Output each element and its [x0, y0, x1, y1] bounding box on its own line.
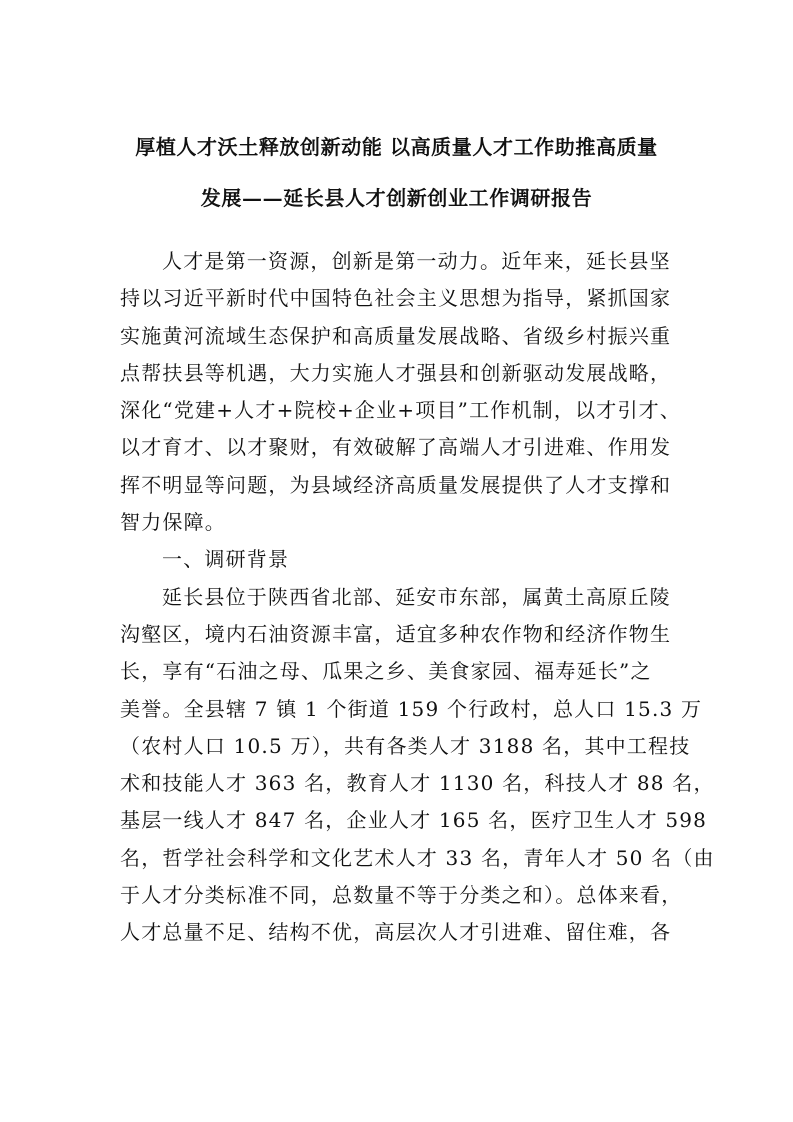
- background-line: 基层一线人才 847 名，企业人才 165 名，医疗卫生人才 598: [120, 808, 708, 833]
- intro-line: 智力保障。: [120, 510, 226, 535]
- background-line: （农村人口 10.5 万），共有各类人才 3188 名，其中工程技: [120, 733, 691, 758]
- report-body: [120, 243, 715, 952]
- background-line: 长，享有“石油之母、瓜果之乡、美食家园、福寿延长”之: [120, 659, 652, 684]
- section-heading: 一、调研背景: [162, 547, 290, 572]
- background-line: 沟壑区，境内石油资源丰富，适宜多种农作物和经济作物生: [120, 621, 672, 646]
- background-line: 于人才分类标准不同，总数量不等于分类之和）。总体来看，: [120, 883, 683, 908]
- intro-line: 人才是第一资源，创新是第一动力。近年来，延长县坚: [162, 249, 671, 273]
- report-title-line-2: 发展——延长县人才创新创业工作调研报告: [200, 186, 593, 210]
- background-line: 人才总量不足、结构不优，高层次人才引进难、留住难，各: [120, 920, 672, 945]
- intro-line: 深化“党建+人才+院校+企业+项目”工作机制，以才引才、: [120, 398, 682, 423]
- intro-line: 点帮扶县等机遇，大力实施人才强县和创新驱动发展战略，: [120, 360, 672, 385]
- background-line: 美誉。全县辖 7 镇 1 个街道 159 个行政村，总人口 15.3 万: [120, 696, 703, 721]
- intro-line: 实施黄河流域生态保护和高质量发展战略、省级乡村振兴重: [120, 323, 672, 348]
- intro-line: 持以习近平新时代中国特色社会主义思想为指导，紧抓国家: [120, 286, 672, 311]
- intro-line: 以才育才、以才聚财，有效破解了高端人才引进难、作用发: [120, 435, 672, 460]
- intro-line: 挥不明显等问题，为县域经济高质量发展提供了人才支撑和: [120, 472, 672, 497]
- background-line: 名，哲学社会科学和文化艺术人才 33 名，青年人才 50 名（由: [120, 845, 715, 870]
- report-title-line-1: 厚植人才沃土释放创新动能 以高质量人才工作助推高质量: [135, 135, 658, 159]
- background-line: 延长县位于陕西省北部、延安市东部，属黄土高原丘陵: [162, 584, 671, 609]
- background-line: 术和技能人才 363 名，教育人才 1130 名，科技人才 88 名，: [120, 771, 715, 796]
